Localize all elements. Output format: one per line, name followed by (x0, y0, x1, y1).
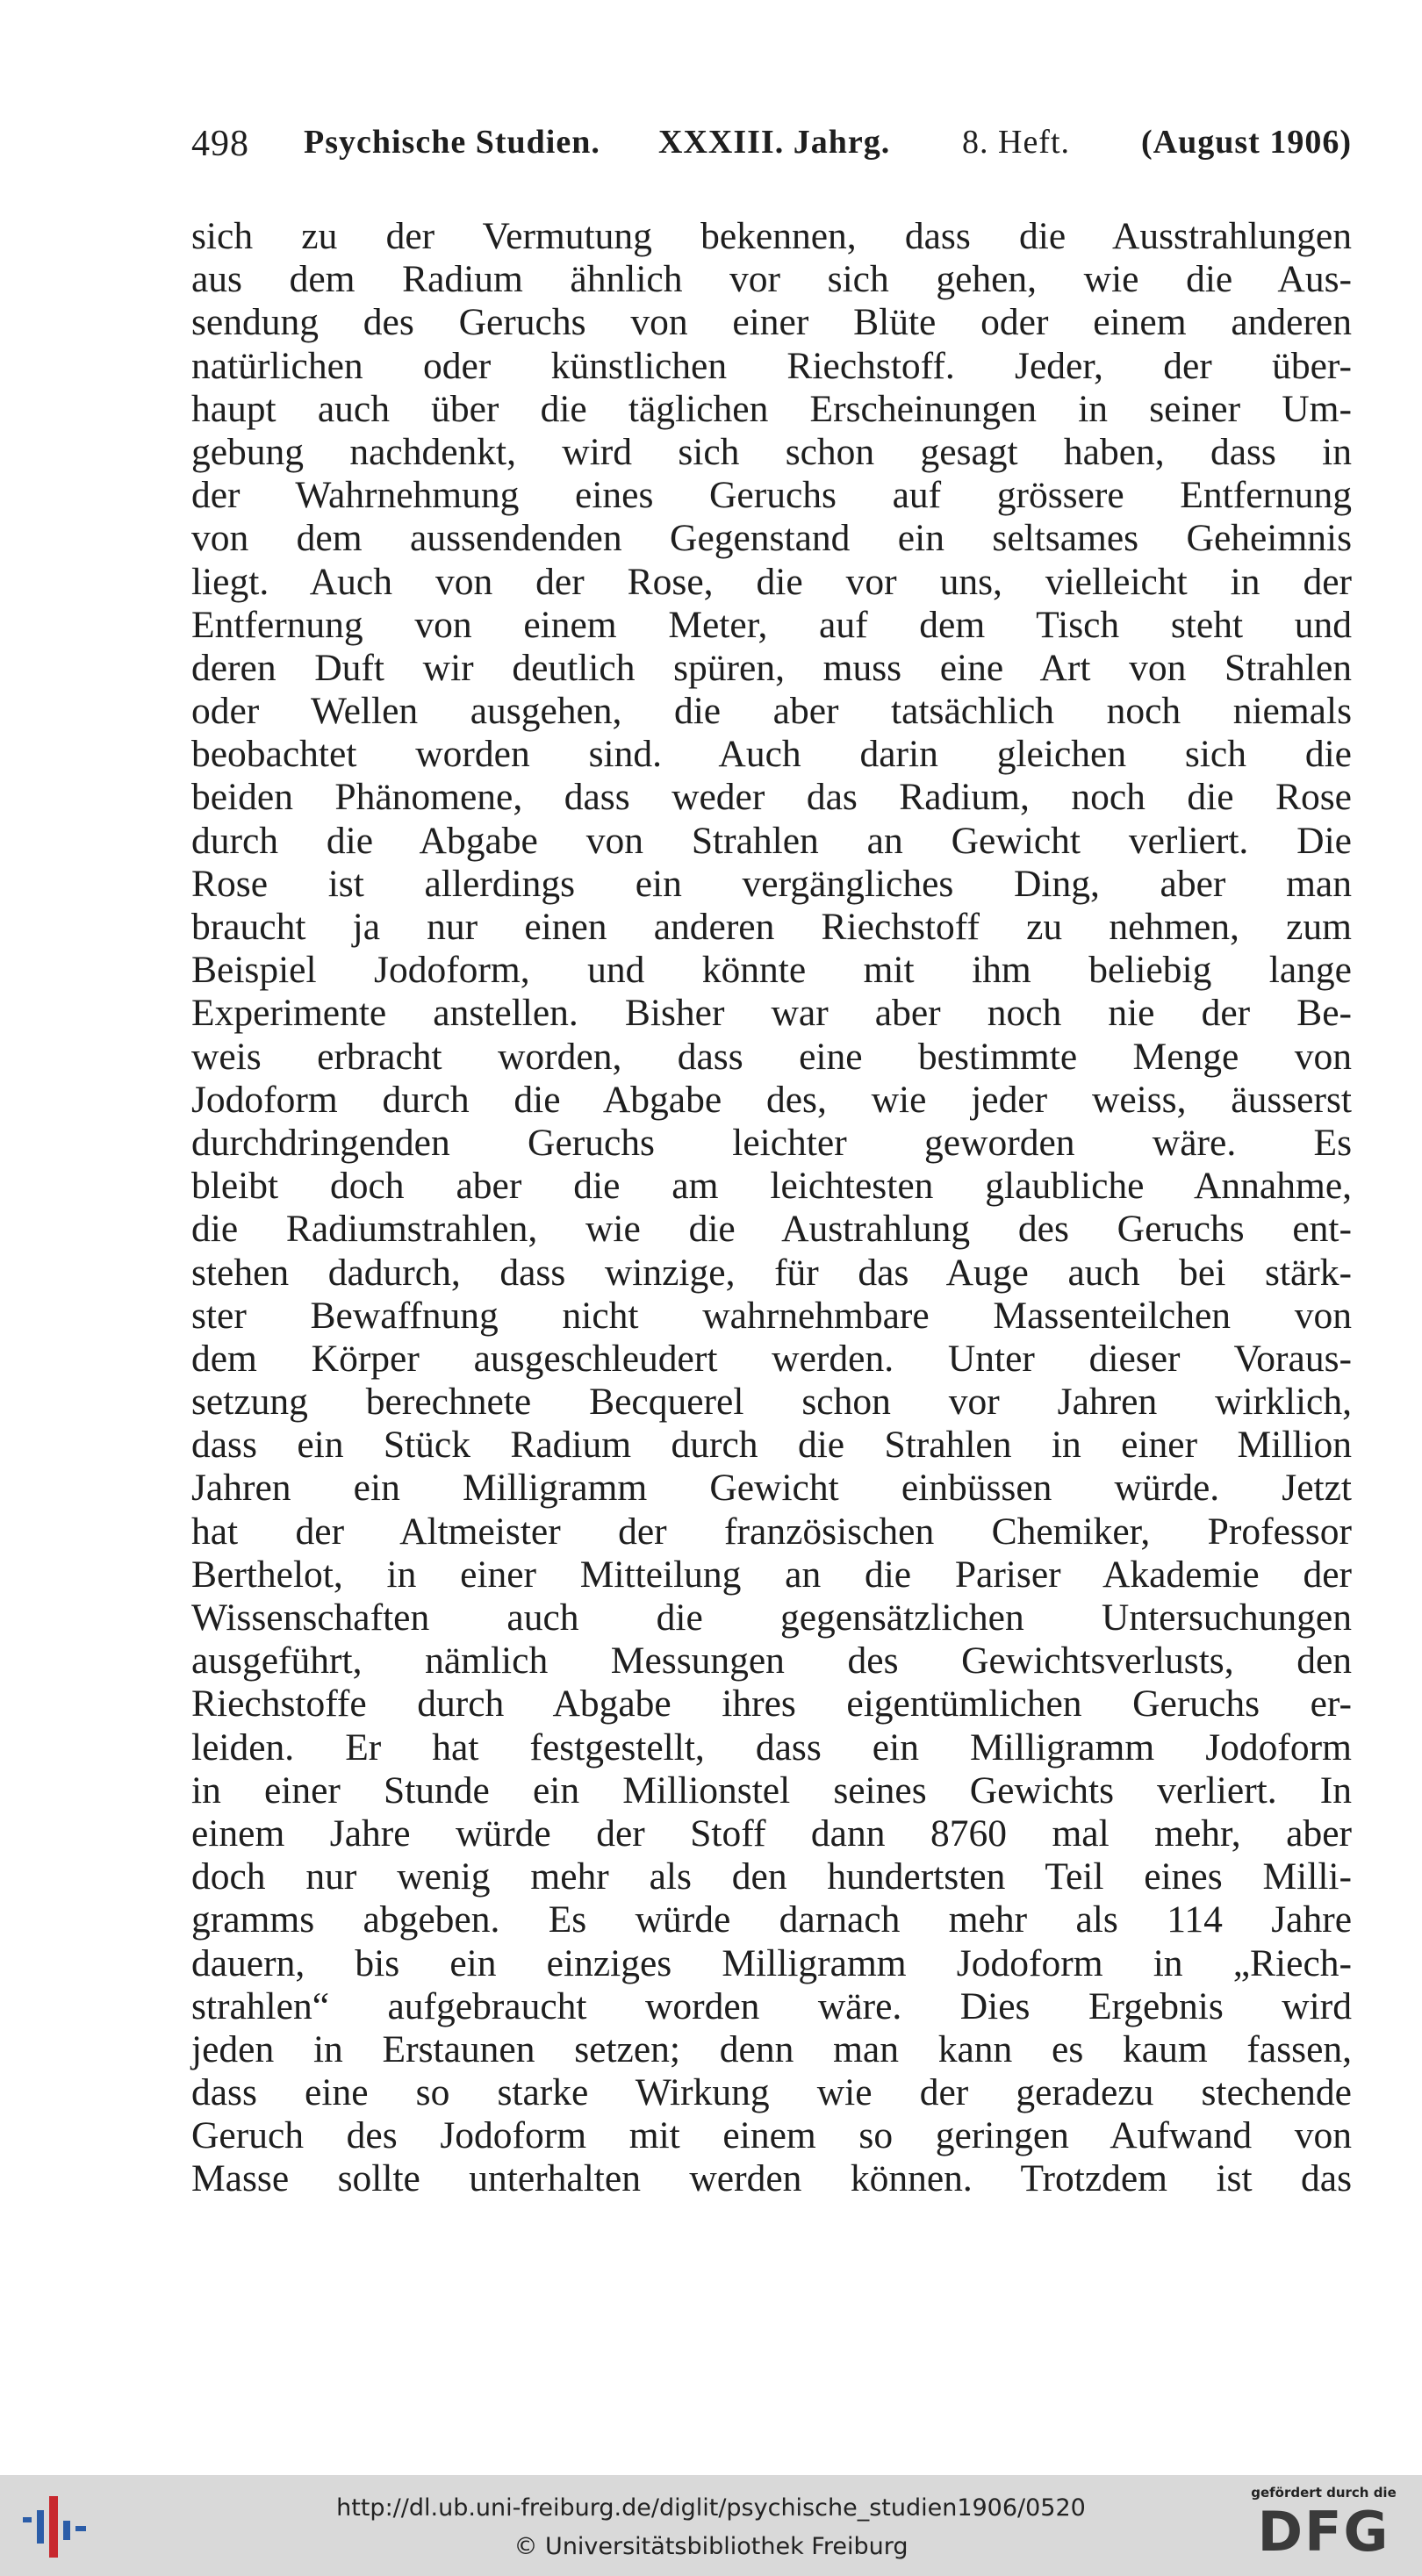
funder-logo (1245, 2484, 1403, 2570)
volume-label: XXXIII. Jahrg. (658, 124, 891, 161)
text-line: weis erbracht worden, dass eine bestimmte Menge von (191, 1035, 1352, 1078)
text-line: oder Wellen ausgehen, die aber tatsächlich noch niemals (191, 690, 1352, 733)
text-line: Experimente anstellen. Bisher war aber noch nie der Be- (191, 992, 1352, 1035)
text-line: in einer Stunde ein Millionstel seines Gewichts verliert. In (191, 1769, 1352, 1812)
text-line: sich zu der Vermutung bekennen, dass die Ausstrahlungen (191, 215, 1352, 257)
text-line: sendung des Geruchs von einer Blüte oder einem anderen (191, 301, 1352, 344)
text-line: ausgeführt, nämlich Messungen des Gewichtsverlusts, den (191, 1640, 1352, 1683)
issue-label: 8. Heft. (962, 124, 1071, 161)
text-line: aus dem Radium ähnlich vor sich gehen, wie die Aus- (191, 258, 1352, 301)
text-line: doch nur wenig mehr als den hundertsten Teil eines Milli- (191, 1855, 1352, 1898)
text-line: haupt auch über die täglichen Erscheinungen in seiner Um- (191, 387, 1352, 430)
text-line: dass ein Stück Radium durch die Strahlen in einer Million (191, 1424, 1352, 1467)
text-line: Geruch des Jodoform mit einem so geringen Aufwand von (191, 2114, 1352, 2157)
funder-caption: gefördert durch die (1251, 2485, 1397, 2501)
dfg-logo: DFG (1257, 2500, 1390, 2564)
permalink-link[interactable]: http://dl.ub.uni-freiburg.de/diglit/psychische_studien1906/0520 (336, 2494, 1086, 2522)
text-line: gramms abgeben. Es würde darnach mehr als 114 Jahre (191, 1898, 1352, 1941)
text-line: beobachtet worden sind. Auch darin gleichen sich die (191, 733, 1352, 776)
text-line: die Radiumstrahlen, wie die Austrahlung des Geruchs ent- (191, 1208, 1352, 1251)
text-line: Jodoform durch die Abgabe des, wie jeder weiss, äusserst (191, 1078, 1352, 1121)
text-line: jeden in Erstaunen setzen; denn man kann es kaum fassen, (191, 2027, 1352, 2070)
text-line: Beispiel Jodoform, und könnte mit ihm beliebig lange (191, 949, 1352, 992)
body-text (191, 215, 1352, 2201)
text-line: einem Jahre würde der Stoff dann 8760 mal mehr, aber (191, 1812, 1352, 1855)
viewer-footer (0, 2475, 1422, 2576)
text-line: ster Bewaffnung nicht wahrnehmbare Massenteilchen von (191, 1294, 1352, 1337)
text-line: der Wahrnehmung eines Geruchs auf grössere Entfernung (191, 474, 1352, 517)
text-line: durch die Abgabe von Strahlen an Gewicht verliert. Die (191, 819, 1352, 862)
text-line: von dem aussendenden Gegenstand ein seltsames Geheimnis (191, 517, 1352, 560)
text-line: Riechstoffe durch Abgabe ihres eigentümlichen Geruchs er- (191, 1683, 1352, 1726)
text-line: stehen dadurch, dass winzige, für das Auge auch bei stärk- (191, 1251, 1352, 1294)
text-line: Jahren ein Milligramm Gewicht einbüssen würde. Jetzt (191, 1467, 1352, 1510)
text-line: deren Duft wir deutlich spüren, muss eine Art von Strahlen (191, 646, 1352, 689)
text-line: strahlen“ aufgebraucht worden wäre. Dies Ergebnis wird (191, 1984, 1352, 2027)
text-line: Wissenschaften auch die gegensätzlichen Untersuchungen (191, 1597, 1352, 1639)
text-line: Entfernung von einem Meter, auf dem Tisch steht und (191, 603, 1352, 646)
text-line: Masse sollte unterhalten werden können. Trotzdem ist das (191, 2157, 1352, 2200)
text-line: Rose ist allerdings ein vergängliches Ding, aber man (191, 862, 1352, 905)
text-line: bleibt doch aber die am leichtesten glaubliche Annahme, (191, 1165, 1352, 1208)
text-line: Berthelot, in einer Mitteilung an die Pariser Akademie der (191, 1553, 1352, 1596)
text-line: hat der Altmeister der französischen Chemiker, Professor (191, 1510, 1352, 1553)
text-line: liegt. Auch von der Rose, die vor uns, vielleicht in der (191, 560, 1352, 603)
text-line: gebung nachdenkt, wird sich schon gesagt haben, dass in (191, 430, 1352, 473)
text-line: dem Körper ausgeschleudert werden. Unter dieser Voraus- (191, 1337, 1352, 1380)
text-line: dauern, bis ein einziges Milligramm Jodoform in „Riech- (191, 1941, 1352, 1984)
running-header (191, 123, 1352, 172)
text-line: braucht ja nur einen anderen Riechstoff zu nehmen, zum (191, 906, 1352, 948)
text-line: setzung berechnete Becquerel schon vor Jahren wirklich, (191, 1381, 1352, 1424)
issue-date: (August 1906) (1141, 124, 1352, 161)
page-number: 498 (191, 124, 249, 164)
journal-title: Psychische Studien. (304, 124, 600, 161)
text-line: leiden. Er hat festgestellt, dass ein Milligramm Jodoform (191, 1726, 1352, 1769)
text-line: dass eine so starke Wirkung wie der geradezu stechende (191, 2071, 1352, 2114)
text-line: beiden Phänomene, dass weder das Radium, noch die Rose (191, 776, 1352, 819)
text-line: durchdringenden Geruchs leichter geworden wäre. Es (191, 1121, 1352, 1164)
text-line: natürlichen oder künstlichen Riechstoff. Jeder, der über- (191, 344, 1352, 387)
copyright-notice: © Universitätsbibliothek Freiburg (514, 2533, 908, 2560)
